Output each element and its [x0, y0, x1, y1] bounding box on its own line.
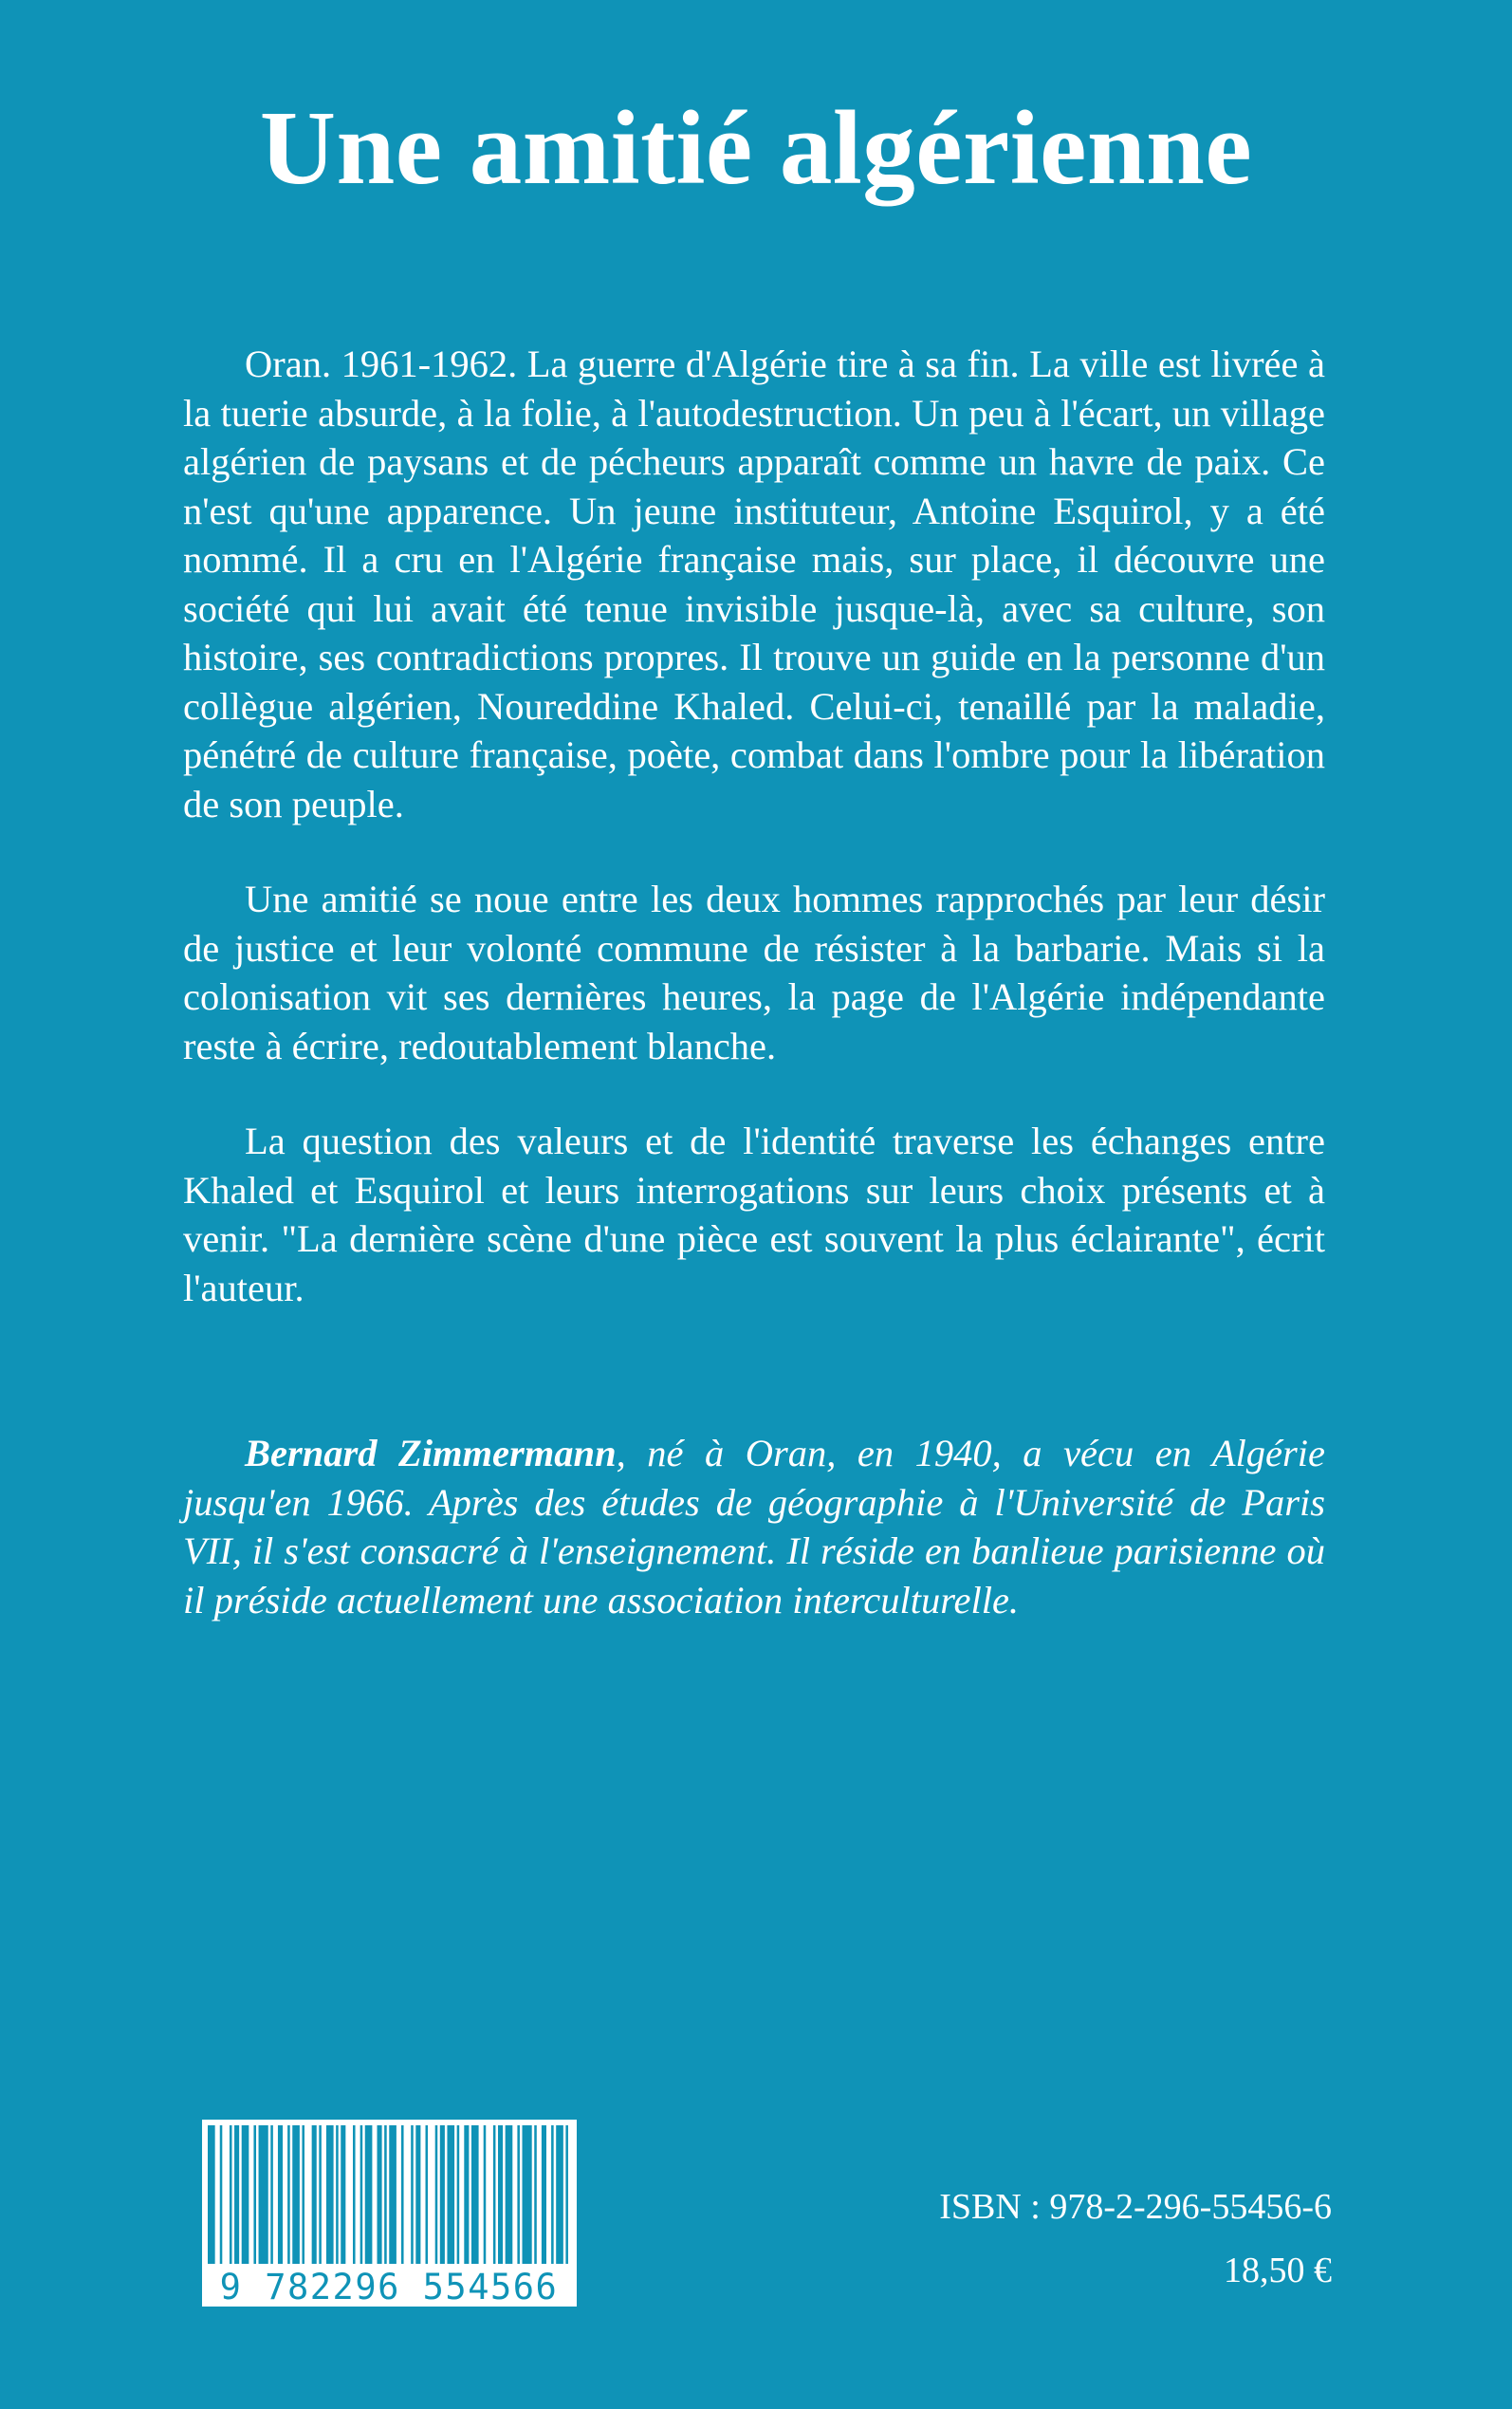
price: 18,50 €: [1224, 2251, 1332, 2290]
barcode-bar: [242, 2125, 249, 2264]
barcode-bar: [517, 2125, 520, 2264]
barcode-bar: [447, 2125, 454, 2264]
barcode-bar: [542, 2125, 546, 2264]
barcode-graphic: [202, 2120, 577, 2307]
barcode-bar: [287, 2125, 290, 2264]
barcode-bar: [234, 2125, 239, 2264]
barcode-bar: [292, 2125, 300, 2264]
barcode-bar: [259, 2125, 268, 2264]
barcode-bar: [341, 2125, 345, 2264]
barcode-bar: [523, 2125, 532, 2264]
barcode: [202, 2120, 577, 2307]
barcode-bar: [484, 2125, 487, 2264]
barcode-bar: [220, 2125, 223, 2264]
barcode-bar: [360, 2125, 363, 2264]
barcode-bar: [565, 2125, 568, 2264]
barcode-bar: [440, 2125, 445, 2264]
barcode-bar: [389, 2125, 396, 2264]
barcode-bar: [551, 2125, 554, 2264]
isbn: ISBN : 978-2-296-55456-6: [939, 2187, 1332, 2227]
author-name: Bernard Zimmermann: [245, 1432, 617, 1474]
barcode-bar: [270, 2125, 273, 2264]
summary-paragraph-1: Oran. 1961-1962. La guerre d'Algérie tire à sa fin. La ville est livrée à la tuerie absurde, à la folie, à l'autodestruction. Un peu à l'écart, un village algérien de paysans et de pécheurs apparaît comme un havre de paix. Ce n'est qu'une apparence. Un jeune instituteur, Antoine Esquirol, y a été nommé. Il a cru en l'Algérie française mais, sur place, il découvre une société qui lui avait été tenue invisible jusque-là, avec sa culture, son histoire, ses contradictions propres. Il trouve un guide en la personne d'un collègue algérien, Noureddine Khaled. Celui-ci, tenaillé par la maladie, pénétré de culture française, poète, combat dans l'ombre pour la libération de son peuple.: [183, 343, 1325, 825]
barcode-bar: [384, 2125, 387, 2264]
barcode-bar: [464, 2125, 469, 2264]
barcode-bar: [457, 2125, 460, 2264]
summary-paragraph-2: Une amitié se noue entre les deux hommes rapprochés par leur désir de justice et leur volonté commune de résister à la barbarie. Mais si la colonisation vit ses dernières heures, la page de l'Algérie indépendante reste à écrire, redoutablement blanche.: [183, 878, 1325, 1067]
barcode-bars: [208, 2125, 568, 2264]
author-bio-text: , né à Oran, en 1940, a vécu en Algérie jusqu'en 1966. Après des études de géographie à l'Université de Paris VII, il s'est consacré à l'enseignement. Il réside en banlieue parisienne où il préside actuellement une association interculturelle.: [183, 1432, 1325, 1621]
barcode-bar: [411, 2125, 414, 2264]
barcode-bar: [302, 2125, 304, 2264]
barcode-bar: [426, 2125, 429, 2264]
barcode-bar: [253, 2125, 256, 2264]
barcode-bar: [471, 2125, 479, 2264]
barcode-bar: [534, 2125, 537, 2264]
barcode-bar: [415, 2125, 420, 2264]
barcode-bar: [498, 2125, 503, 2264]
barcode-bar: [506, 2125, 513, 2264]
barcode-bar: [326, 2125, 334, 2264]
barcode-digits: 9 782296 554566: [219, 2267, 559, 2307]
barcode-bar: [365, 2125, 373, 2264]
barcode-bar: [493, 2125, 496, 2264]
book-title: Une amitié algérienne: [259, 90, 1253, 207]
barcode-bar: [278, 2125, 283, 2264]
barcode-bar: [208, 2125, 215, 2264]
barcode-bar: [378, 2125, 382, 2264]
back-cover-summary: [183, 340, 1325, 1359]
barcode-bar: [336, 2125, 339, 2264]
barcode-bar: [353, 2125, 356, 2264]
barcode-bar: [556, 2125, 563, 2264]
summary-paragraph-3: La question des valeurs et de l'identité traverse les échanges entre Khaled et Esquirol et leurs interrogations sur leurs choix présents et à venir. "La dernière scène d'une pièce est souvent la plus éclairante", écrit l'auteur.: [183, 1120, 1325, 1309]
barcode-bar: [312, 2125, 317, 2264]
barcode-bar: [230, 2125, 232, 2264]
author-bio: [183, 1429, 1325, 1624]
barcode-bar: [435, 2125, 438, 2264]
barcode-bar: [319, 2125, 322, 2264]
barcode-bar: [401, 2125, 404, 2264]
